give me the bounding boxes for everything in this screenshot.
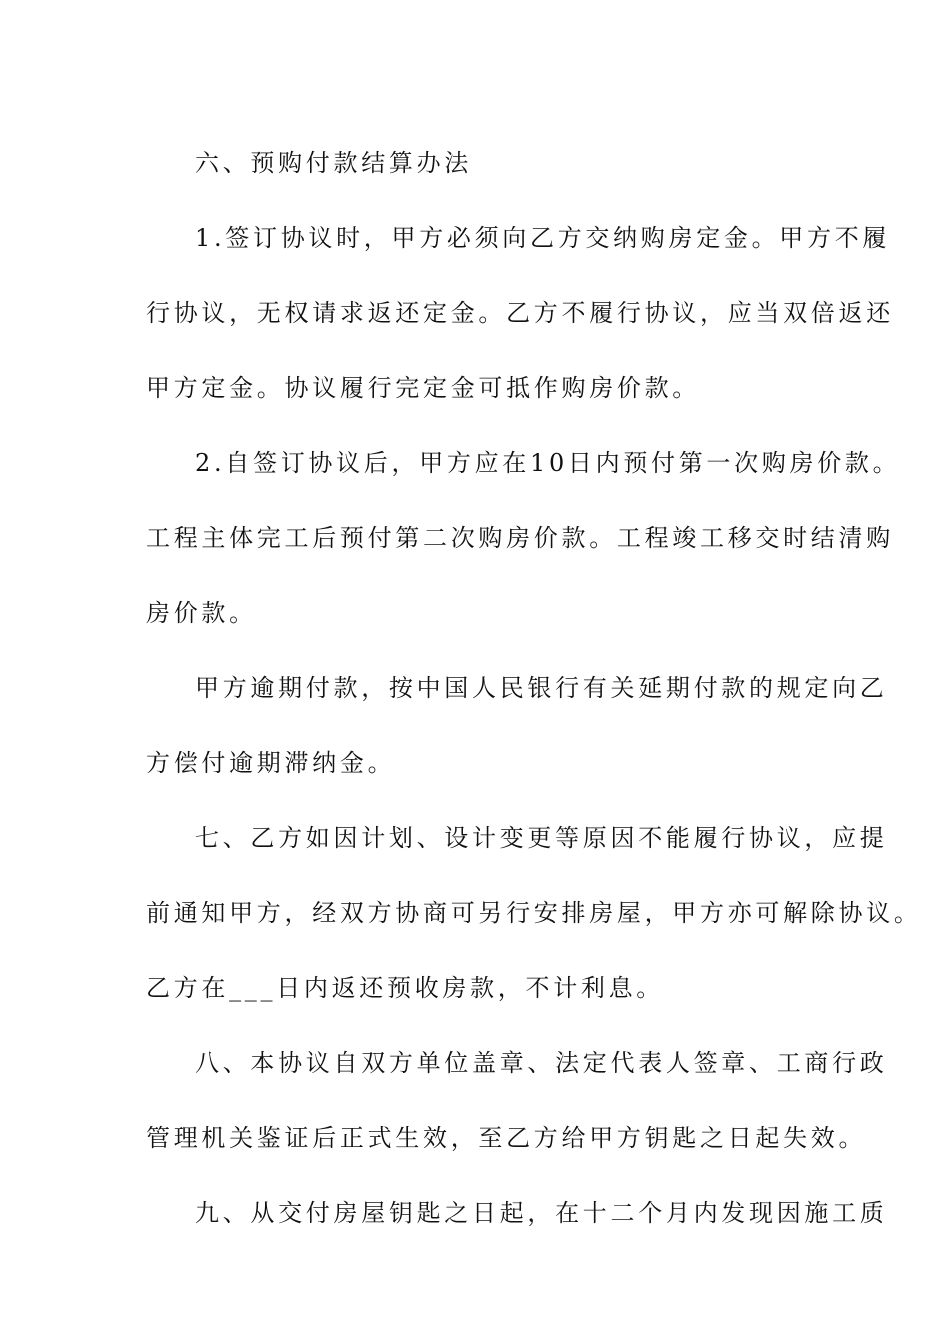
section-heading-8: 八、本协议自双方单位盖章、法定代表人签章、工商行政 <box>195 1049 888 1077</box>
paragraph-line: 乙方在___日内返还预收房款，不计利息。 <box>146 974 664 1002</box>
paragraph-line: 房价款。 <box>146 599 257 627</box>
paragraph-line: 行协议，无权请求返还定金。乙方不履行协议，应当双倍返还 <box>146 299 894 327</box>
paragraph-line: 1.签订协议时，甲方必须向乙方交纳购房定金。甲方不履 <box>195 224 891 252</box>
section-heading-9: 九、从交付房屋钥匙之日起，在十二个月内发现因施工质 <box>195 1199 888 1227</box>
paragraph-line: 甲方逾期付款，按中国人民银行有关延期付款的规定向乙 <box>195 674 888 702</box>
paragraph-line: 管理机关鉴证后正式生效，至乙方给甲方钥匙之日起失效。 <box>146 1124 867 1152</box>
document-body <box>146 126 922 1251</box>
paragraph-line: 甲方定金。协议履行完定金可抵作购房价款。 <box>146 374 700 402</box>
paragraph-line: 前通知甲方，经双方协商可另行安排房屋，甲方亦可解除协议。 <box>146 899 922 927</box>
paragraph-line: 方偿付逾期滞纳金。 <box>146 749 396 777</box>
section-heading-7: 七、乙方如因计划、设计变更等原因不能履行协议，应提 <box>195 824 888 852</box>
section-heading-6: 六、预购付款结算办法 <box>195 149 472 177</box>
paragraph-line: 2.自签订协议后，甲方应在10日内预付第一次购房价款。 <box>195 449 901 477</box>
paragraph-line: 工程主体完工后预付第二次购房价款。工程竣工移交时结清购 <box>146 524 894 552</box>
